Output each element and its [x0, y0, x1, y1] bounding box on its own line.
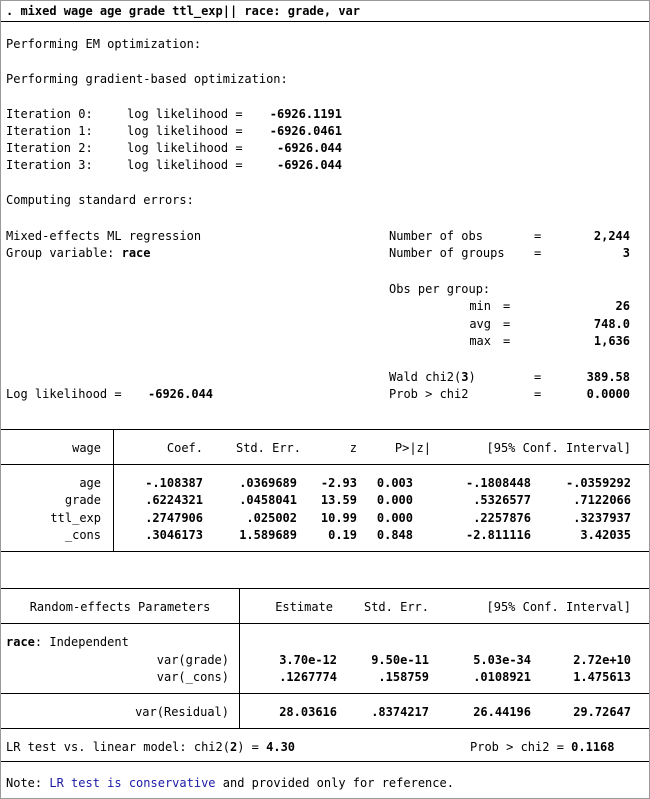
column-header-conf-interval: [95% Conf. Interval] — [486, 441, 631, 455]
table-rule — [1, 623, 649, 624]
equals-sign: = — [534, 387, 542, 401]
standard-errors-text: Computing standard errors: — [6, 193, 194, 207]
lr-divider — [1, 761, 649, 762]
iteration-value: -6926.044 — [276, 141, 342, 155]
log-likelihood-label: log likelihood = — [127, 141, 243, 155]
table-divider — [113, 429, 114, 551]
wald-df: 3 — [461, 370, 469, 384]
lr-prob-value: 0.1168 — [571, 740, 615, 754]
command-divider — [1, 21, 649, 22]
iteration-label: Iteration 2: — [6, 141, 93, 155]
coef-value: .2747906 — [145, 511, 203, 525]
ci-lower-value: -2.811116 — [465, 528, 531, 542]
log-likelihood-final-value: -6926.044 — [148, 387, 214, 401]
table-rule — [1, 551, 649, 552]
iteration-label: Iteration 3: — [6, 158, 93, 172]
z-value: -2.93 — [320, 476, 357, 490]
p-value: 0.000 — [376, 493, 413, 507]
p-value: 0.003 — [376, 476, 413, 490]
note-link[interactable]: LR test is conservative — [49, 776, 216, 790]
ci-upper-value: .3237937 — [573, 511, 631, 525]
equals-sign: = — [503, 299, 511, 313]
nobs-value: 2,244 — [593, 229, 630, 243]
column-header-random-effects: Random-effects Parameters — [29, 600, 211, 614]
column-header-std-err: Std. Err. — [235, 441, 301, 455]
table-rule — [1, 588, 649, 589]
min-value: 26 — [615, 299, 630, 313]
row-variable: grade — [64, 493, 101, 507]
ngroups-label: Number of groups — [389, 246, 505, 260]
iteration-value: -6926.1191 — [269, 107, 342, 121]
iteration-label: Iteration 0: — [6, 107, 93, 121]
row-variable: _cons — [64, 528, 101, 542]
column-header-wage: wage — [72, 441, 101, 455]
model-title: Mixed-effects ML regression — [6, 229, 202, 243]
row-variable: age — [79, 476, 101, 490]
ci-upper-value: .7122066 — [573, 493, 631, 507]
z-value: 13.59 — [320, 493, 357, 507]
max-label: max — [469, 334, 491, 348]
table-rule — [1, 429, 649, 430]
ci-lower-value: 5.03e-34 — [473, 653, 531, 667]
coef-value: -.108387 — [145, 476, 203, 490]
ci-upper-value: 2.72e+10 — [573, 653, 631, 667]
equals-sign: = — [503, 334, 511, 348]
row-variable: ttl_exp — [50, 511, 101, 525]
iteration-value: -6926.0461 — [269, 124, 342, 138]
ci-lower-value: .2257876 — [473, 511, 531, 525]
nobs-label: Number of obs — [389, 229, 483, 243]
gradient-optimization-text: Performing gradient-based optimization: — [6, 72, 288, 86]
iteration-label: Iteration 1: — [6, 124, 93, 138]
ci-lower-value: .5326577 — [473, 493, 531, 507]
em-optimization-text: Performing EM optimization: — [6, 37, 202, 51]
group-variable-name: race — [121, 246, 151, 260]
std-err-value: 1.589689 — [239, 528, 297, 542]
ci-lower-value: .0108921 — [473, 670, 531, 684]
wald-value: 389.58 — [586, 370, 630, 384]
std-err-value: .8374217 — [371, 705, 429, 719]
equals-sign: = — [503, 317, 511, 331]
column-header-p: P>|z| — [394, 441, 431, 455]
std-err-value: .158759 — [378, 670, 429, 684]
iteration-value: -6926.044 — [276, 158, 342, 172]
std-err-value: .0458041 — [239, 493, 297, 507]
table-rule — [1, 464, 649, 465]
command-line: . mixed wage age grade ttl_exp|| race: grade, var — [6, 4, 361, 18]
ci-lower-value: -.1808448 — [465, 476, 531, 490]
ci-upper-value: 1.475613 — [573, 670, 631, 684]
parameter-name: var(grade) — [156, 653, 229, 667]
z-value: 0.19 — [328, 528, 357, 542]
equals-sign: = — [534, 246, 542, 260]
lr-test-close: ) = — [237, 740, 259, 754]
note-suffix: and provided only for reference. — [222, 776, 454, 790]
random-group-type: : Independent — [34, 635, 129, 649]
lr-test-value: 4.30 — [266, 740, 296, 754]
estimate-value: .1267774 — [279, 670, 337, 684]
equals-sign: = — [534, 229, 542, 243]
z-value: 10.99 — [320, 511, 357, 525]
column-header-z: z — [349, 441, 357, 455]
log-likelihood-label: log likelihood = — [127, 107, 243, 121]
lr-test-df: 2 — [229, 740, 238, 754]
estimate-value: 28.03616 — [279, 705, 337, 719]
random-group-name: race — [6, 635, 35, 649]
max-value: 1,636 — [593, 334, 630, 348]
equals-sign: = — [534, 370, 542, 384]
avg-label: avg — [469, 317, 491, 331]
obs-per-group-label: Obs per group: — [389, 282, 491, 296]
parameter-name: var(_cons) — [156, 670, 229, 684]
lr-prob-label: Prob > chi2 = — [470, 740, 564, 754]
std-err-value: .025002 — [246, 511, 297, 525]
lr-test-label: LR test vs. linear model: chi2( — [6, 740, 230, 754]
log-likelihood-final-label: Log likelihood = — [6, 387, 122, 401]
ci-upper-value: -.0359292 — [565, 476, 631, 490]
estimate-value: 3.70e-12 — [279, 653, 337, 667]
table-rule — [1, 693, 649, 694]
note-prefix: Note: — [6, 776, 43, 790]
ngroups-value: 3 — [622, 246, 630, 260]
log-likelihood-label: log likelihood = — [127, 158, 243, 172]
ci-lower-value: 26.44196 — [473, 705, 531, 719]
column-header-coef: Coef. — [166, 441, 203, 455]
group-variable-label: Group variable: — [6, 246, 115, 260]
min-label: min — [469, 299, 491, 313]
prob-label: Prob > chi2 — [389, 387, 469, 401]
p-value: 0.848 — [376, 528, 413, 542]
wald-close: ) — [468, 370, 476, 384]
ci-upper-value: 3.42035 — [580, 528, 631, 542]
std-err-value: .0369689 — [239, 476, 297, 490]
std-err-value: 9.50e-11 — [371, 653, 429, 667]
log-likelihood-label: log likelihood = — [127, 124, 243, 138]
ci-upper-value: 29.72647 — [573, 705, 631, 719]
parameter-name: var(Residual) — [135, 705, 229, 719]
coef-value: .3046173 — [145, 528, 203, 542]
column-header-estimate: Estimate — [275, 600, 333, 614]
column-header-conf-interval: [95% Conf. Interval] — [486, 600, 631, 614]
table-divider — [239, 588, 240, 728]
table-rule — [1, 728, 649, 729]
avg-value: 748.0 — [593, 317, 630, 331]
coef-value: .6224321 — [145, 493, 203, 507]
p-value: 0.000 — [376, 511, 413, 525]
wald-label: Wald chi2( — [389, 370, 462, 384]
column-header-std-err: Std. Err. — [363, 600, 429, 614]
prob-value: 0.0000 — [586, 387, 630, 401]
